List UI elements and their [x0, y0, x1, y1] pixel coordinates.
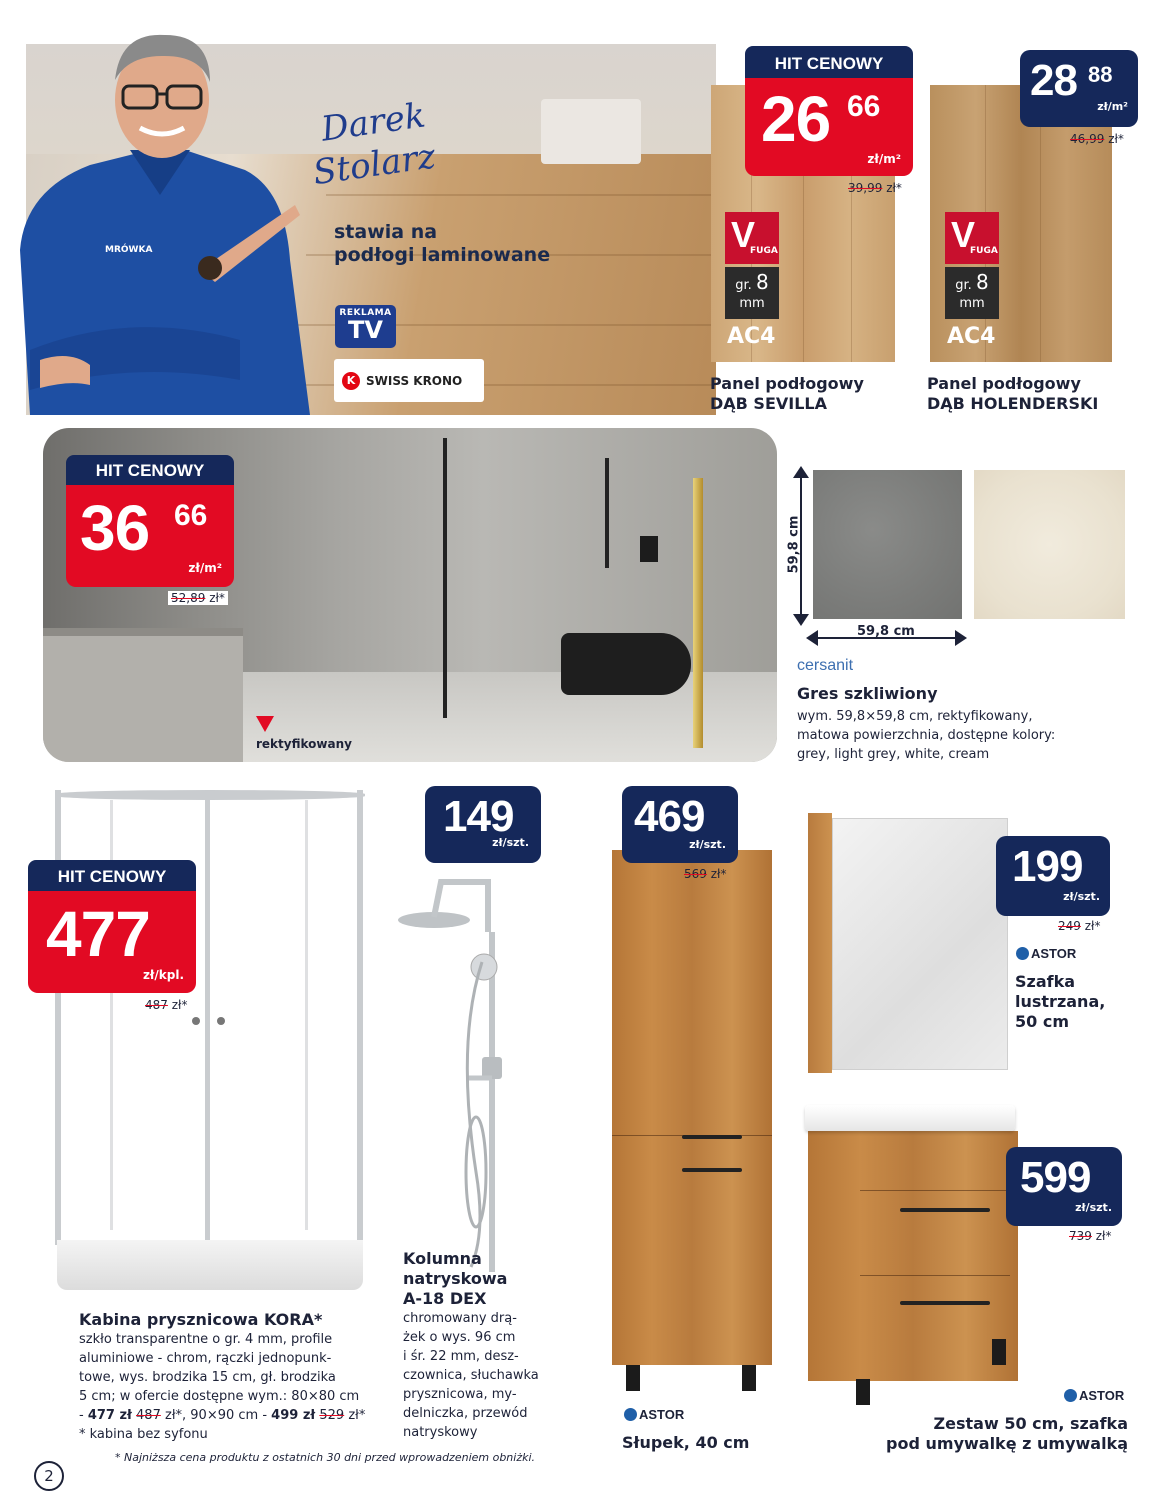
astor-icon [624, 1408, 637, 1421]
price-box-tiles [66, 485, 234, 587]
vanity-leg [992, 1339, 1006, 1365]
old-price-value: 52,89 [171, 591, 206, 605]
vanity-drawer-line [860, 1190, 1010, 1191]
price-unit: zł/m² [867, 152, 901, 166]
hit-cenowy-label-tiles: HIT CENOWY [66, 455, 234, 487]
price-box-slupek [622, 786, 738, 863]
tiles-title: Gres szkliwiony [797, 684, 938, 703]
vfuga-badge-1 [725, 212, 779, 264]
price-dec: 66 [174, 499, 208, 532]
tile-cream-swatch [974, 470, 1125, 619]
price-unit: zł/szt. [1075, 1201, 1112, 1214]
column-description [403, 1309, 539, 1442]
old-price-tiles [168, 591, 228, 605]
price-int: 26 [761, 83, 831, 155]
thickness-badge-2 [945, 267, 999, 319]
cabin-top-frame [55, 790, 365, 800]
thickness-value: 8 [975, 270, 989, 294]
arrow-right-icon [955, 630, 967, 646]
vanity-leg [856, 1379, 870, 1405]
old-price-value: 487 [145, 998, 168, 1012]
astor-text: ASTOR [1031, 946, 1077, 961]
old-price-value: 249 [1058, 919, 1081, 933]
title-line: natryskowa [403, 1269, 508, 1288]
floor-plank-line [326, 194, 716, 196]
price-int: 28 [1030, 56, 1077, 105]
shower-tray [57, 1240, 363, 1290]
price-box-vanity [1006, 1147, 1122, 1226]
price-box-cabin [28, 891, 196, 993]
drawer-handle [900, 1301, 990, 1305]
spokesperson-image [10, 20, 320, 415]
price-value: 149 [443, 792, 514, 841]
tagline-line-2: podłogi laminowane [334, 244, 551, 266]
slupek-title: Słupek, 40 cm [622, 1433, 750, 1452]
desc-line: prysznicowa, my- [403, 1387, 517, 1402]
old-price-suffix: zł* [171, 998, 188, 1012]
text-part: zł* [344, 1408, 366, 1423]
title-line: A-18 DEX [403, 1289, 487, 1308]
price-unit: zł/m² [1097, 100, 1128, 113]
old-price-suffix: zł* [209, 591, 225, 605]
hit-cenowy-label-cabin: HIT CENOWY [28, 860, 196, 893]
cabinet-handle [682, 1168, 742, 1172]
astor-logo-slupek [624, 1407, 684, 1422]
desc-line-prices [79, 1406, 365, 1425]
thickness-unit: mm [739, 296, 765, 311]
cabin-title: Kabina prysznicowa KORA* [79, 1310, 323, 1329]
price-unit: zł/szt. [492, 836, 529, 849]
astor-icon [1064, 1389, 1077, 1402]
price-unit: zł/m² [188, 561, 222, 575]
cabin-description [79, 1330, 365, 1444]
swiss-krono-text: SWISS KRONO [366, 373, 463, 388]
thickness-badge-1 [725, 267, 779, 319]
shower-pipe [605, 458, 609, 568]
abrasion-class-1: AC4 [727, 324, 776, 349]
old-price-suffix: zł* [886, 181, 902, 195]
old-price-90: 529 [319, 1408, 345, 1423]
cabin-profile [205, 796, 210, 1241]
price-90: 499 zł [271, 1408, 316, 1423]
price-dec: 88 [1088, 62, 1113, 87]
title-line-1: Panel podłogowy [927, 374, 1081, 393]
price-value: 469 [634, 792, 705, 841]
old-price-suffix: zł* [1084, 919, 1101, 933]
title-line: Zestaw 50 cm, szafka [933, 1414, 1128, 1433]
desc-line: 5 cm; w ofercie dostępne wym.: 80×80 cm [79, 1389, 360, 1404]
bathroom-cabinet [43, 628, 243, 762]
mirror-cabinet-image [808, 813, 1008, 1073]
vanity-sink [805, 1105, 1015, 1131]
price-dec: 66 [847, 90, 881, 123]
lit-shelf [693, 478, 703, 748]
signature-line-2: Stolarz [310, 136, 438, 194]
old-price-value: 569 [684, 867, 707, 881]
old-price-panel1 [848, 181, 902, 195]
arrow-down-icon [793, 614, 809, 626]
vanity-set-image [800, 1105, 1020, 1415]
desc-line: czownica, słuchawka [403, 1368, 539, 1383]
cabinet-handle [682, 1135, 742, 1139]
title-line-2: DĄB SEVILLA [710, 394, 827, 413]
cabin-handle-icon [217, 1017, 225, 1025]
footer-note: * Najniższa cena produktu z ostatnich 30 dni przed wprowadzeniem obniżki. [115, 1451, 536, 1464]
cabinet-leg [626, 1365, 640, 1391]
price-unit: zł/szt. [689, 838, 726, 851]
cabin-handle-icon [192, 1017, 200, 1025]
desc-line: towe, wys. brodzika 15 cm, gł. brodzika [79, 1370, 336, 1385]
vfuga-badge-2 [945, 212, 999, 264]
cersanit-logo: cersanit [797, 657, 854, 674]
desc-line: i śr. 22 mm, desz- [403, 1349, 519, 1364]
wall-toilet [561, 633, 691, 695]
hit-cenowy-label-1: HIT CENOWY [745, 46, 913, 82]
drawer-handle [900, 1208, 990, 1212]
price-box-panel2 [1020, 50, 1138, 127]
desc-line: delniczka, przewód [403, 1406, 528, 1421]
title-line: 50 cm [1015, 1012, 1069, 1031]
tv-ad-badge [335, 305, 396, 348]
old-price-80: 487 [136, 1408, 161, 1423]
desc-line: grey, light grey, white, cream [797, 747, 990, 762]
cabinet-leg [742, 1365, 756, 1391]
arrow-up-icon [793, 466, 809, 478]
swiss-krono-icon: K [342, 372, 360, 390]
astor-logo-vanity [1064, 1388, 1124, 1403]
astor-text: ASTOR [1079, 1388, 1125, 1403]
vfuga-v: V [951, 214, 976, 255]
slupek-cabinet-image [612, 850, 772, 1365]
title-line: pod umywalkę z umywalką [886, 1434, 1128, 1453]
desc-line: szkło transparentne o gr. 4 mm, profile [79, 1332, 333, 1347]
mirror-title [1015, 972, 1105, 1032]
price-box-column [425, 786, 541, 863]
tv-badge-small: REKLAMA [339, 308, 392, 318]
desc-line: aluminiowe - chrom, rączki jednopunk- [79, 1351, 332, 1366]
arrow-left-icon [806, 630, 818, 646]
old-price-suffix: zł* [710, 867, 727, 881]
old-price-cabin [145, 998, 187, 1012]
old-price-suffix: zł* [1108, 132, 1124, 146]
vfuga-fuga: FUGA [970, 246, 998, 256]
vanity-title [860, 1414, 1128, 1454]
rectified-marker-icon [256, 716, 274, 732]
price-value: 599 [1020, 1153, 1091, 1202]
price-value: 199 [1012, 842, 1083, 891]
price-box-panel1 [745, 78, 913, 176]
rectified-label: rektyfikowany [256, 737, 352, 751]
price-unit: zł/szt. [1063, 890, 1100, 903]
old-price-value: 46,99 [1070, 132, 1105, 146]
tile-grey-swatch [813, 470, 962, 619]
abrasion-class-2: AC4 [947, 324, 996, 349]
page-number: 2 [34, 1461, 64, 1491]
title-line: Szafka [1015, 972, 1076, 991]
shower-glass-frame [443, 438, 447, 718]
astor-text: ASTOR [639, 1407, 685, 1422]
old-price-slupek [684, 867, 726, 881]
title-line: Kolumna [403, 1249, 482, 1268]
title-line-1: Panel podłogowy [710, 374, 864, 393]
price-value: 477 [46, 898, 150, 970]
tagline-line-1: stawia na [334, 221, 438, 243]
price-box-mirror [996, 836, 1110, 916]
cabin-profile [55, 790, 61, 1245]
old-price-mirror [1058, 919, 1100, 933]
thickness-prefix: gr. [735, 278, 752, 293]
swiss-krono-logo [334, 359, 484, 402]
old-price-value: 39,99 [848, 181, 883, 195]
mirror-side [808, 813, 832, 1073]
tiles-description [797, 707, 1055, 764]
title-line: lustrzana, [1015, 992, 1106, 1011]
signature [305, 94, 438, 194]
old-price-value: 739 [1069, 1229, 1092, 1243]
text-part: zł*, 90×90 cm - [160, 1408, 272, 1423]
mirror-face [832, 818, 1008, 1070]
cabin-profile [357, 790, 363, 1245]
column-title [403, 1249, 507, 1309]
tile-dimension-horizontal: 59,8 cm [857, 624, 915, 639]
vanity-body [808, 1131, 1018, 1381]
desc-line: chromowany drą- [403, 1311, 517, 1326]
old-price-panel2 [1070, 132, 1124, 146]
text-part: - [79, 1408, 88, 1423]
cabin-profile [305, 800, 308, 1230]
tv-badge-big: TV [348, 316, 383, 344]
price-unit: zł/kpl. [142, 968, 184, 982]
panel2-title [927, 374, 1098, 414]
desc-line: natryskowy [403, 1425, 478, 1440]
desc-line: wym. 59,8×59,8 cm, rektyfikowany, [797, 709, 1033, 724]
shower-column-image [396, 872, 516, 1292]
panel1-title [710, 374, 864, 414]
price-int: 36 [80, 492, 150, 564]
sofa-shape [541, 99, 641, 164]
thickness-prefix: gr. [955, 278, 972, 293]
vanity-drawer-line [860, 1275, 1010, 1276]
signature-line-1: Darek [318, 95, 428, 150]
title-line-2: DĄB HOLENDERSKI [927, 394, 1099, 413]
thickness-unit: mm [959, 296, 985, 311]
tile-dimension-vertical: 59,8 cm [786, 515, 802, 574]
astor-logo-mirror [1016, 946, 1076, 961]
desc-line: żek o wys. 96 cm [403, 1330, 516, 1345]
desc-line: matowa powierzchnia, dostępne kolory: [797, 728, 1056, 743]
old-price-vanity [1069, 1229, 1111, 1243]
hero-tagline [334, 221, 550, 267]
astor-icon [1016, 947, 1029, 960]
price-80: 477 zł [87, 1408, 132, 1423]
old-price-suffix: zł* [1095, 1229, 1112, 1243]
shirt-logo: MRÓWKA [105, 245, 153, 255]
vfuga-v: V [731, 214, 756, 255]
cabin-footnote: * kabina bez syfonu [79, 1427, 208, 1442]
thickness-value: 8 [755, 270, 769, 294]
vfuga-fuga: FUGA [750, 246, 778, 256]
flush-plate [640, 536, 658, 562]
